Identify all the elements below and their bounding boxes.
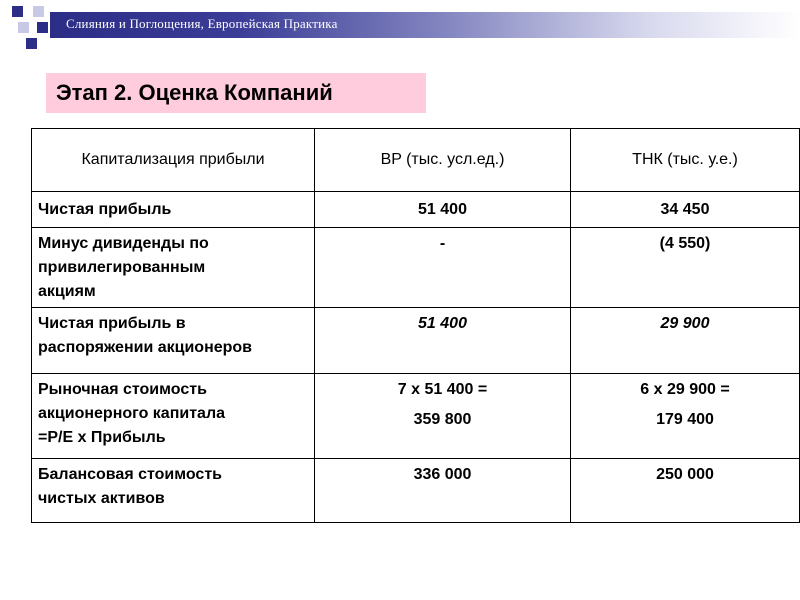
tnk-value-line: 29 900 — [660, 315, 710, 332]
bp-value — [315, 459, 571, 523]
table-row-book-value — [32, 459, 800, 523]
bp-value-line: 359 800 — [413, 411, 472, 428]
table-row-market-value — [32, 374, 800, 459]
decor-square-5 — [26, 38, 37, 49]
row-label — [32, 308, 315, 374]
valuation-table — [31, 128, 800, 523]
table-header-row — [32, 129, 800, 192]
row-label-line: Минус дивиденды по — [38, 235, 209, 252]
slide-title: Этап 2. Оценка Компаний — [56, 80, 333, 105]
bp-value-line: 336 000 — [413, 466, 472, 483]
decor-square-1 — [12, 6, 23, 17]
tnk-value — [571, 228, 800, 308]
tnk-value-line: 6 x 29 900 = — [640, 381, 730, 398]
bp-value-line: 7 x 51 400 = — [397, 381, 488, 398]
row-label-line: Чистая прибыль в — [38, 315, 186, 332]
bp-value — [315, 192, 571, 228]
row-label-line: =P/E x Прибыль — [38, 429, 166, 446]
tnk-value-line: 179 400 — [656, 411, 714, 428]
row-label-line: чистых активов — [38, 490, 165, 507]
decor-square-3 — [18, 22, 29, 33]
row-label-line: привилегированным — [38, 259, 206, 276]
row-label-line: распоряжении акционеров — [38, 339, 253, 356]
row-label-line: Балансовая стоимость — [38, 466, 222, 483]
tnk-value-line: 34 450 — [660, 200, 710, 218]
row-label-line: акциям — [38, 283, 96, 300]
header-banner-text: Слияния и Поглощения, Европейская Практика — [66, 16, 338, 31]
row-label — [32, 192, 315, 228]
decor-square-4 — [37, 22, 48, 33]
table-row-net-profit — [32, 192, 800, 228]
bp-value-line: 51 400 — [418, 200, 467, 218]
table-row-net-profit-shareholders — [32, 308, 800, 374]
bp-value — [315, 374, 571, 459]
tnk-value-line: (4 550) — [659, 235, 711, 252]
row-label-line: акционерного капитала — [38, 405, 225, 422]
tnk-value-line: 250 000 — [656, 466, 714, 483]
tnk-value — [571, 374, 800, 459]
tnk-value — [571, 192, 800, 228]
table-row-preferred-dividends — [32, 228, 800, 308]
row-label — [32, 459, 315, 523]
row-label — [32, 374, 315, 459]
bp-value-line: - — [439, 235, 446, 252]
row-label — [32, 228, 315, 308]
bp-value — [315, 228, 571, 308]
column-header-capitalization: Капитализация прибыли — [32, 129, 315, 192]
bp-value-line: 51 400 — [418, 315, 467, 332]
decor-square-2 — [33, 6, 44, 17]
tnk-value — [571, 459, 800, 523]
bp-value — [315, 308, 571, 374]
tnk-value — [571, 308, 800, 374]
row-label-line: Чистая прибыль — [38, 200, 172, 218]
column-header-tnk: ТНК (тыс. у.е.) — [571, 129, 800, 192]
column-header-bp: BP (тыс. усл.ед.) — [315, 129, 571, 192]
row-label-line: Рыночная стоимость — [38, 381, 207, 398]
